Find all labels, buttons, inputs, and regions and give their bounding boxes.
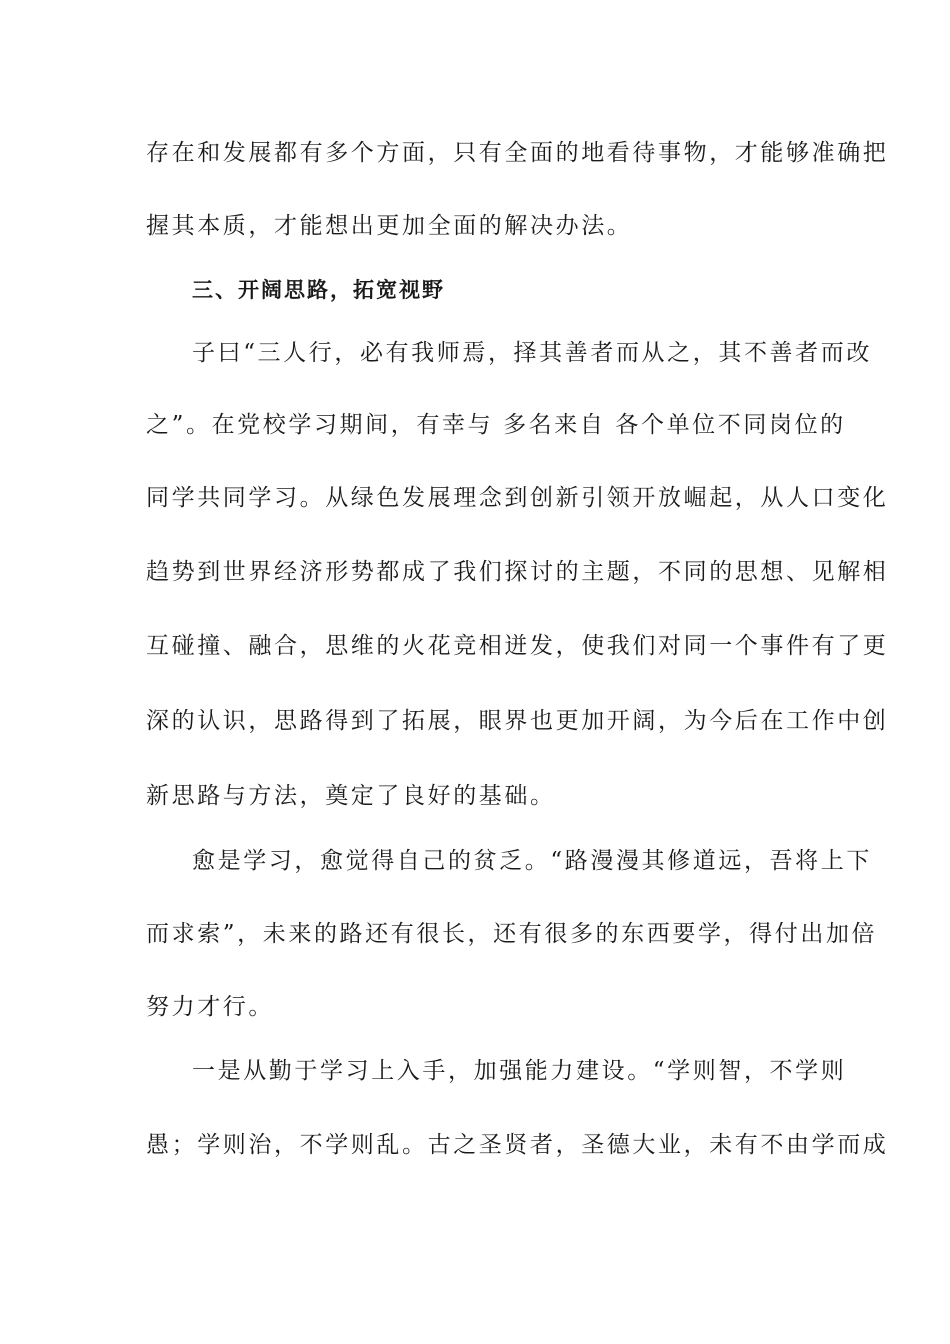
body-text-line: 愈是学习，愈觉得自己的贫乏。“路漫漫其修道远，吾将上下 — [192, 848, 872, 874]
section-heading: 三、开阔思路，拓宽视野 — [192, 278, 445, 302]
body-text-line: 新思路与方法，奠定了良好的基础。 — [146, 783, 556, 809]
body-text-line: 握其本质，才能想出更加全面的解决办法。 — [146, 213, 633, 239]
body-text-line: 而求索”，未来的路还有很长，还有很多的东西要学，得付出加倍 — [146, 921, 878, 947]
body-text-line: 存在和发展都有多个方面，只有全面的地看待事物，才能够准确把 — [146, 140, 889, 166]
body-text-line: 一是从勤于学习上入手，加强能力建设。“学则智，不学则 — [192, 1058, 847, 1084]
body-text-line: 之”。在党校学习期间，有幸与 多名来自 各个单位不同岗位的 — [146, 412, 846, 438]
body-text-line: 趋势到世界经济形势都成了我们探讨的主题，不同的思想、见解相 — [146, 559, 889, 585]
body-text-line: 深的认识，思路得到了拓展，眼界也更加开阔，为今后在工作中创 — [146, 708, 889, 734]
body-text-line: 子曰“三人行，必有我师焉，择其善者而从之，其不善者而改 — [192, 340, 872, 366]
body-text-line: 愚；学则治，不学则乱。古之圣贤者，圣德大业，未有不由学而成 — [146, 1132, 889, 1158]
body-text-line: 努力才行。 — [146, 994, 274, 1020]
body-text-line: 同学共同学习。从绿色发展理念到创新引领开放崛起，从人口变化 — [146, 485, 889, 511]
body-text-line: 互碰撞、融合，思维的火花竞相迸发，使我们对同一个事件有了更 — [146, 633, 889, 659]
